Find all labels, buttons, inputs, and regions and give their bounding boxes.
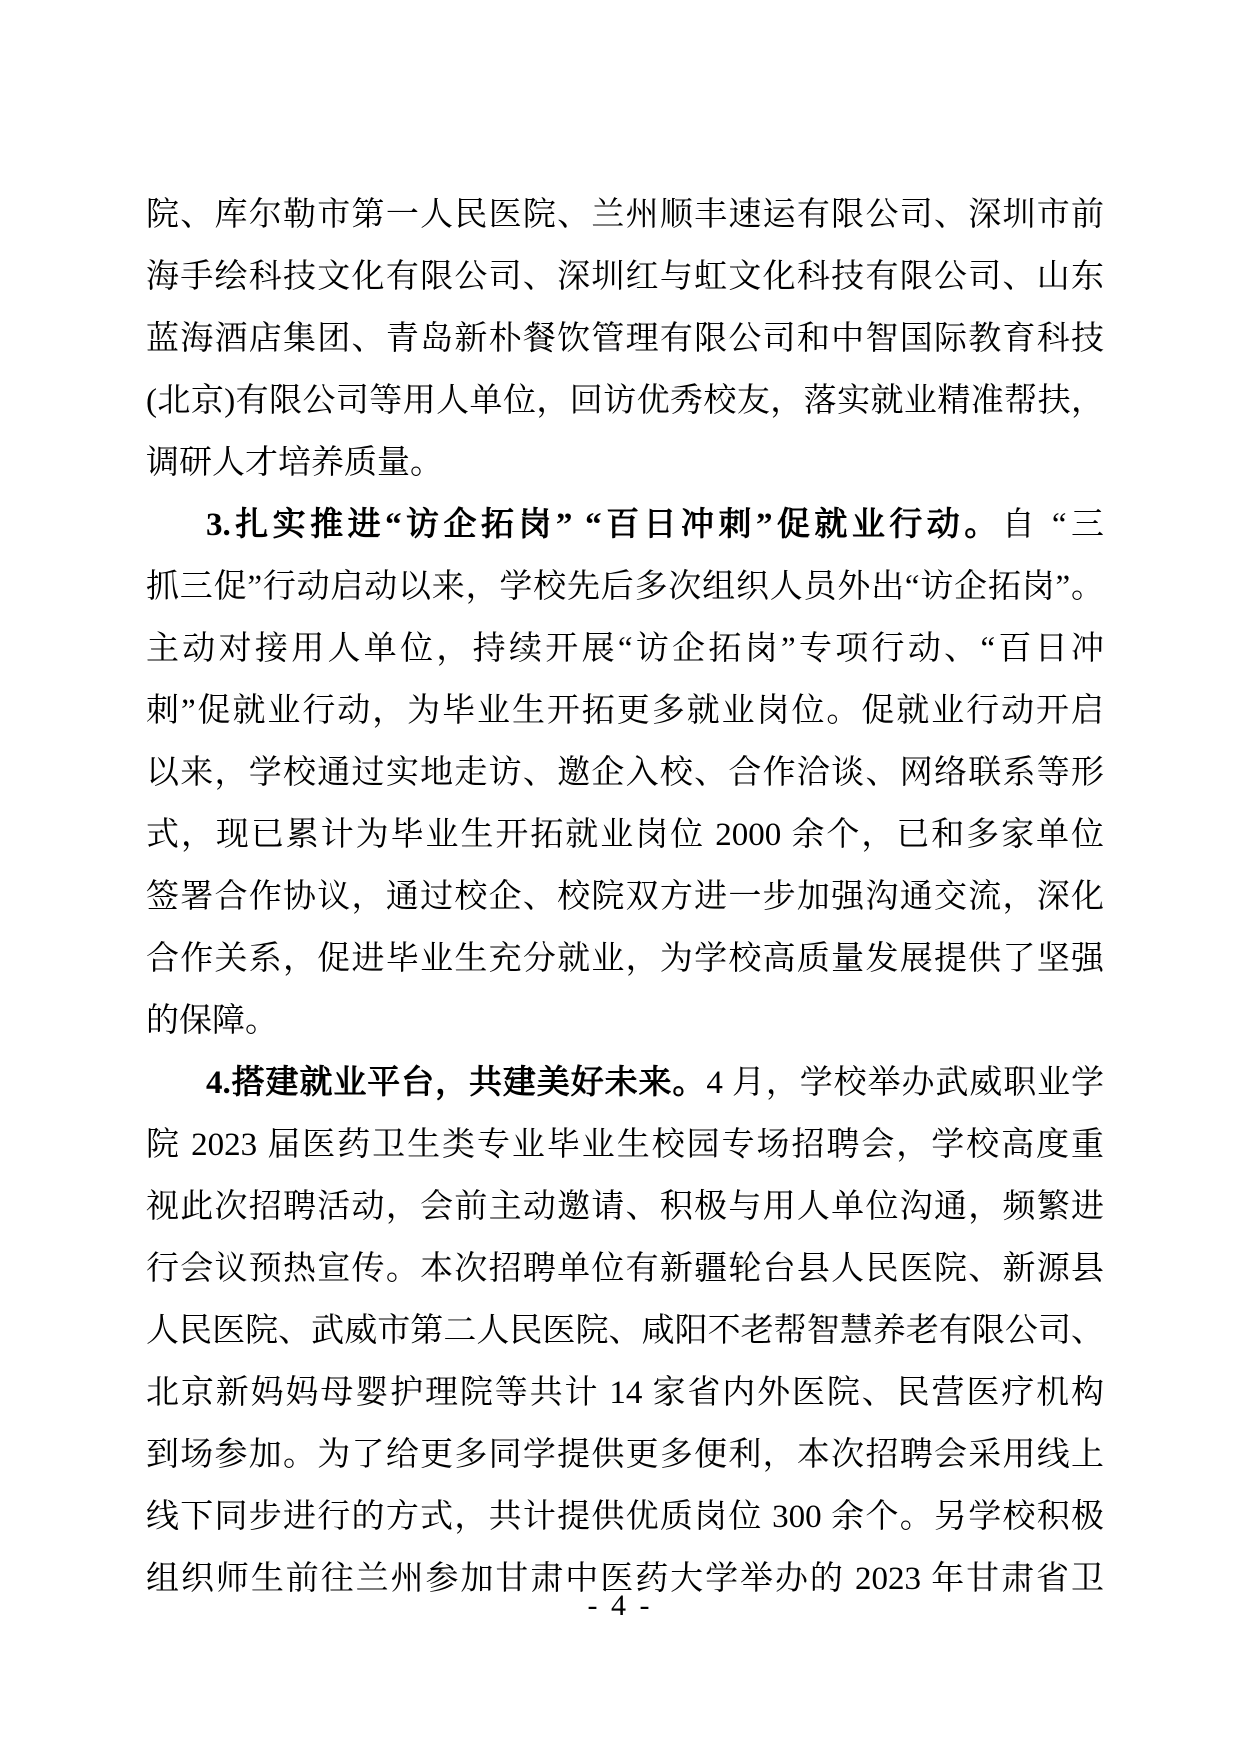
text-line: [146, 1238, 1104, 1300]
text-line: [146, 246, 1104, 308]
text-line: [146, 1300, 1104, 1362]
text-segment: 签署合作协议，通过校企、校院双方进一步加强沟通交流，深化: [146, 879, 1104, 915]
text-line: [146, 1176, 1104, 1238]
text-segment: 院 2023 届医药卫生类专业毕业生校园专场招聘会，学校高度重: [146, 1127, 1104, 1163]
text-block: [146, 184, 1104, 1610]
text-segment: 海手绘科技文化有限公司、深圳红与虹文化科技有限公司、山东: [146, 259, 1104, 295]
text-line: [146, 680, 1104, 742]
text-line: [146, 1486, 1104, 1548]
heading-segment: 3.扎实推进“访企拓岗” “百日冲刺”促就业行动。: [206, 507, 1002, 543]
text-segment: 调研人才培养质量。: [146, 445, 443, 481]
text-line: [146, 1362, 1104, 1424]
text-segment: 主动对接用人单位，持续开展“访企拓岗”专项行动、“百日冲: [146, 631, 1104, 667]
text-segment: 蓝海酒店集团、青岛新朴餐饮管理有限公司和中智国际教育科技: [146, 321, 1104, 357]
text-line: [146, 494, 1104, 556]
text-line: [146, 618, 1104, 680]
text-segment: 院、库尔勒市第一人民医院、兰州顺丰速运有限公司、深圳市前: [146, 197, 1104, 233]
text-segment: (北京)有限公司等用人单位，回访优秀校友，落实就业精准帮扶，: [146, 383, 1104, 419]
page-number: - 4 -: [587, 1589, 653, 1622]
text-segment: 视此次招聘活动，会前主动邀请、积极与用人单位沟通，频繁进: [146, 1189, 1104, 1225]
text-line: [146, 990, 1104, 1052]
text-segment: 的保障。: [146, 1003, 278, 1039]
text-line: [146, 432, 1104, 494]
heading-segment: 4.搭建就业平台，共建美好未来。: [206, 1065, 707, 1101]
text-line: [146, 1114, 1104, 1176]
text-line: [146, 1052, 1104, 1114]
text-segment: 4 月，学校举办武威职业学: [706, 1065, 1104, 1101]
text-segment: 行会议预热宣传。本次招聘单位有新疆轮台县人民医院、新源县: [146, 1251, 1104, 1287]
text-line: [146, 370, 1104, 432]
text-line: [146, 556, 1104, 618]
text-segment: 抓三促”行动启动以来，学校先后多次组织人员外出“访企拓岗”。: [146, 569, 1104, 605]
text-line: [146, 1424, 1104, 1486]
text-segment: 式，现已累计为毕业生开拓就业岗位 2000 余个，已和多家单位: [146, 817, 1104, 853]
text-segment: 自 “三: [1001, 507, 1104, 543]
text-segment: 线下同步进行的方式，共计提供优质岗位 300 余个。另学校积极: [146, 1499, 1104, 1535]
text-segment: 以来，学校通过实地走访、邀企入校、合作洽谈、网络联系等形: [146, 755, 1104, 791]
text-segment: 到场参加。为了给更多同学提供更多便利，本次招聘会采用线上: [146, 1437, 1104, 1473]
text-line: [146, 742, 1104, 804]
text-line: [146, 928, 1104, 990]
text-segment: 人民医院、武威市第二人民医院、咸阳不老帮智慧养老有限公司、: [146, 1313, 1104, 1349]
text-line: [146, 804, 1104, 866]
text-segment: 合作关系，促进毕业生充分就业，为学校高质量发展提供了坚强: [146, 941, 1104, 977]
text-line: [146, 308, 1104, 370]
text-segment: 北京新妈妈母婴护理院等共计 14 家省内外医院、民营医疗机构: [146, 1375, 1104, 1411]
text-line: [146, 184, 1104, 246]
text-line: [146, 866, 1104, 928]
text-segment: 刺”促就业行动，为毕业生开拓更多就业岗位。促就业行动开启: [146, 693, 1104, 729]
text-segment: 组织师生前往兰州参加甘肃中医药大学举办的 2023 年甘肃省卫: [146, 1561, 1104, 1597]
